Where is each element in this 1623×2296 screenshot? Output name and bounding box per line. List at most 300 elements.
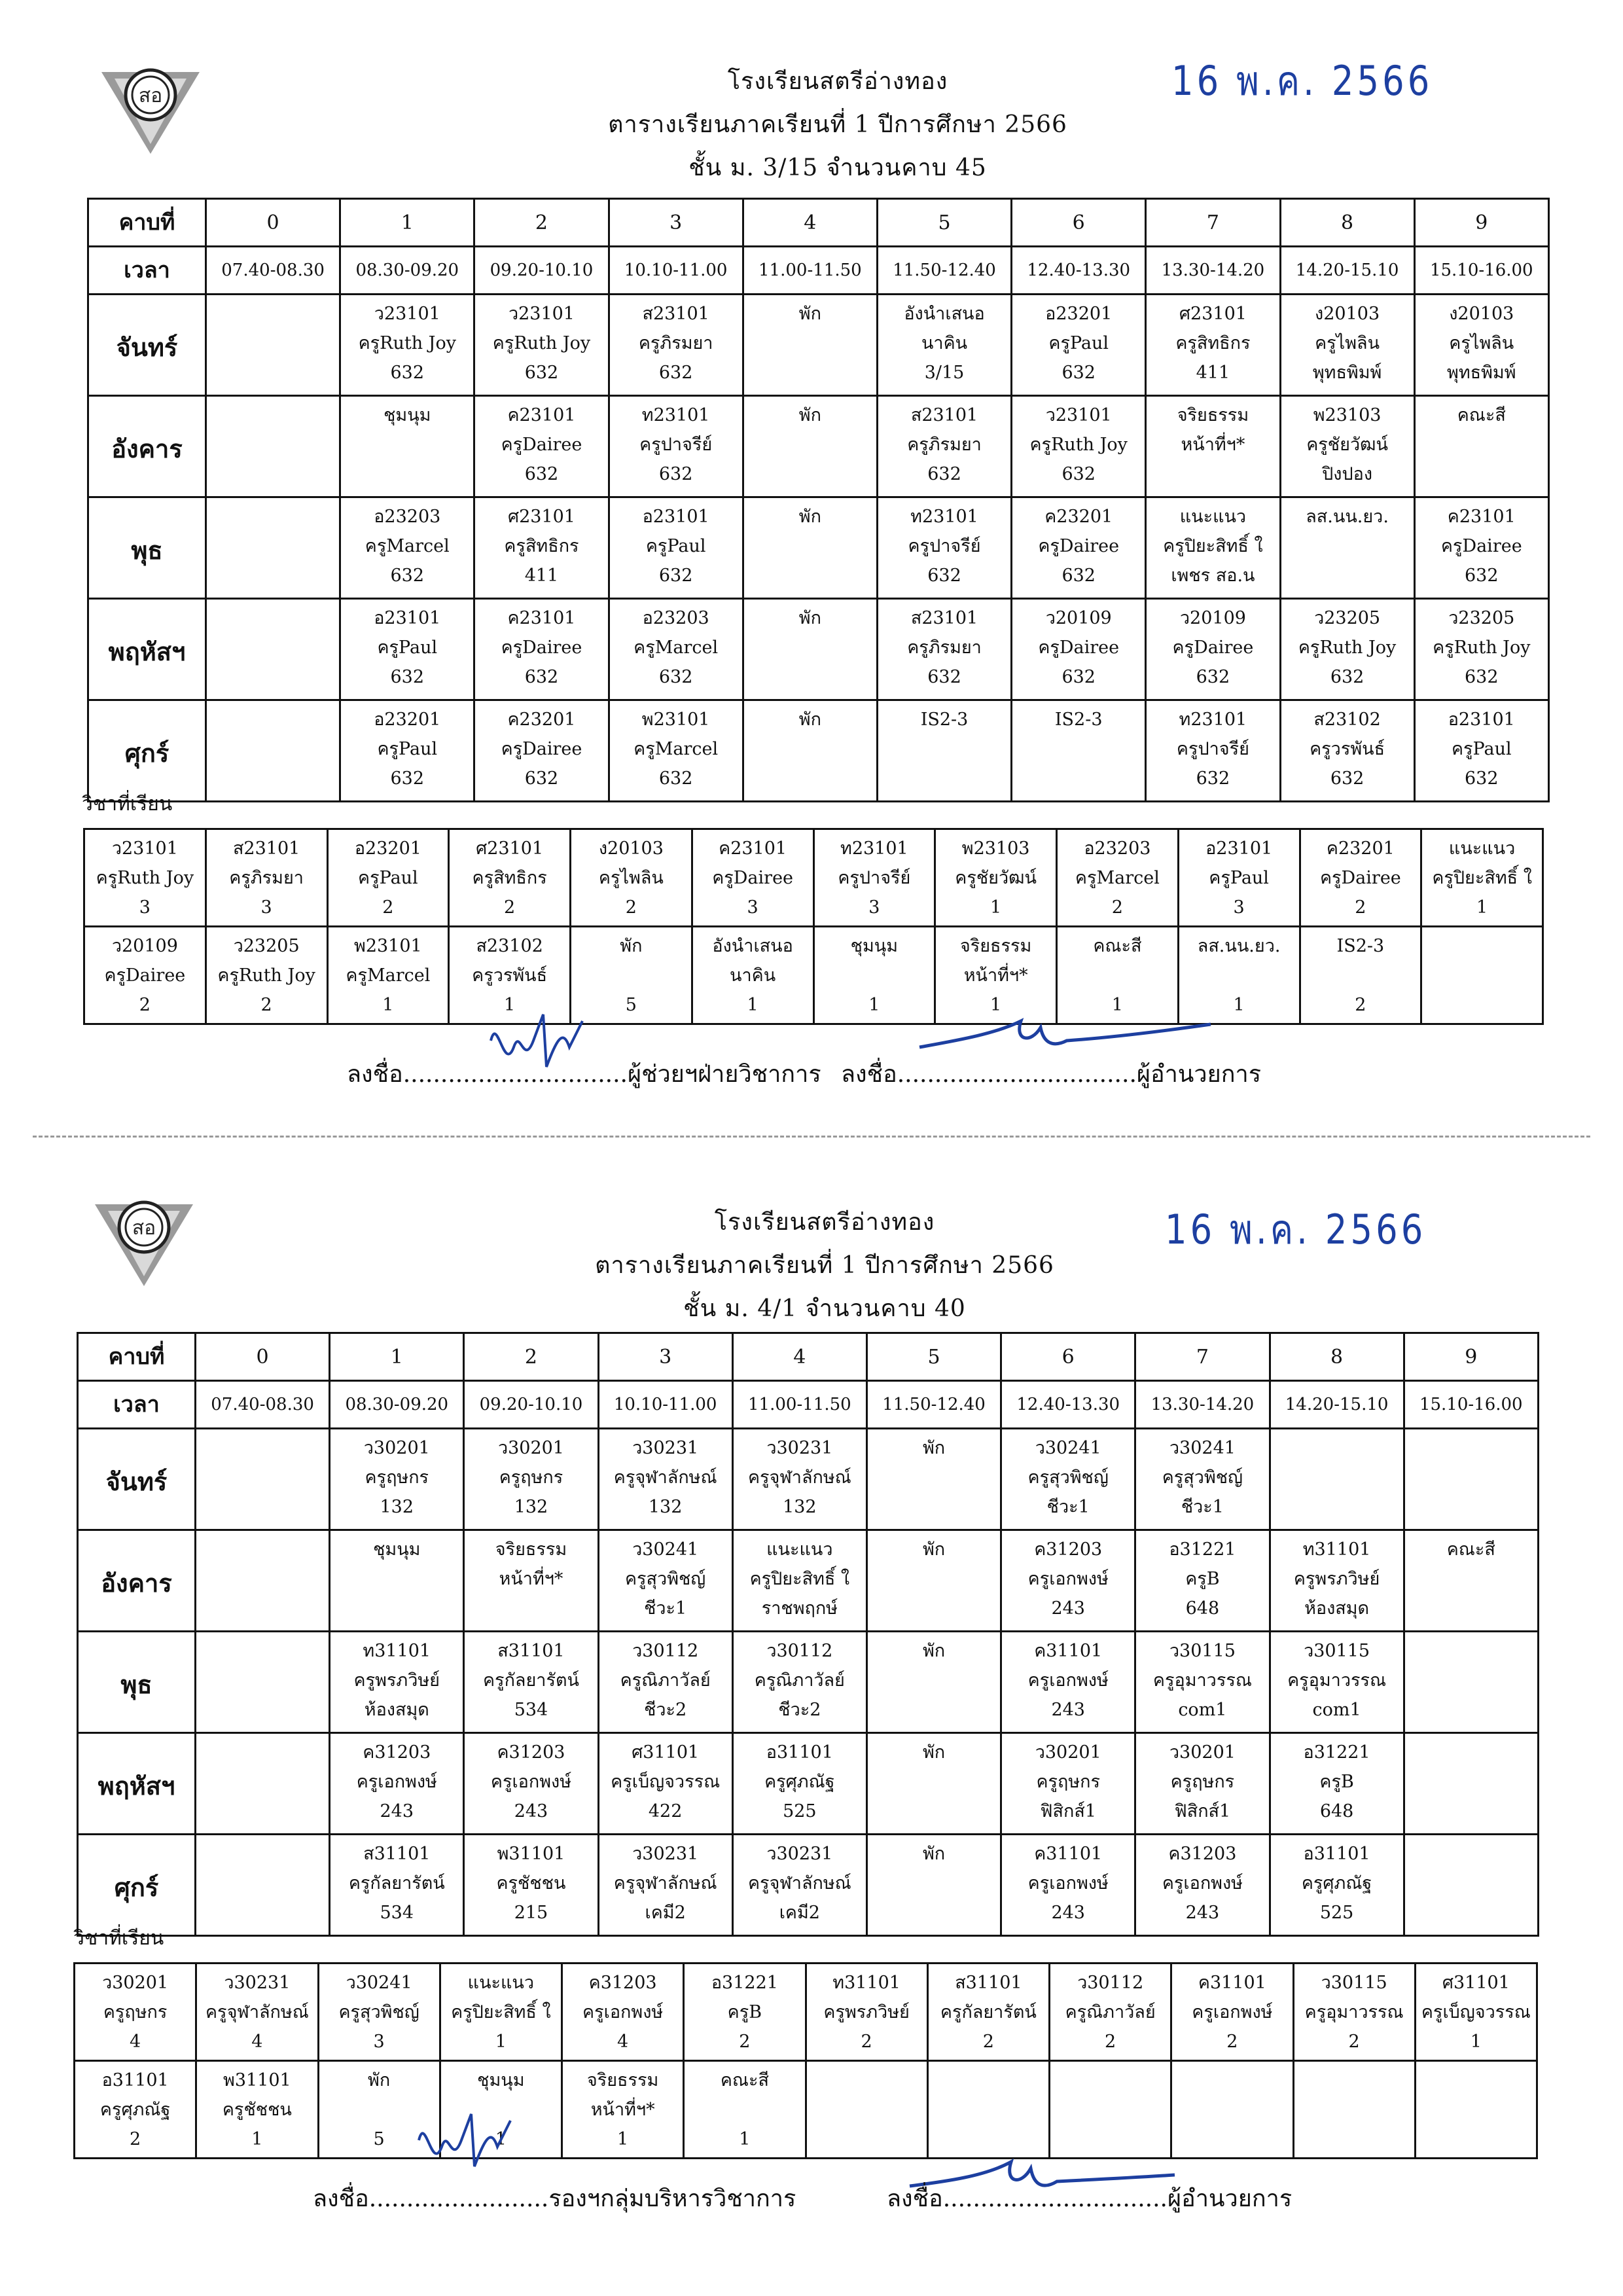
cell-line: ครูเบ็ญจวรรณ — [611, 1772, 721, 1792]
subject-line: 2 — [1355, 897, 1366, 918]
subject-line: 2 — [739, 2032, 751, 2052]
subject-line: ว30241 — [346, 1973, 412, 1993]
subject-cell — [1421, 927, 1543, 1024]
period-number: 7 — [1135, 1333, 1270, 1381]
cell-line: ค23101 — [507, 608, 576, 628]
subject-line: 1 — [739, 2129, 751, 2149]
timetable-cell — [1404, 1530, 1538, 1632]
cell-line: ครูสุวพิชญ์ — [624, 1569, 706, 1589]
cell-line: ส23101 — [910, 608, 978, 628]
cell-line: ครูเอกพงษ์ — [356, 1772, 437, 1792]
cell-line: ส23101 — [910, 405, 978, 425]
subject-line: 1 — [1476, 897, 1488, 918]
period-number: 3 — [609, 199, 743, 247]
subject-line: 1 — [251, 2129, 263, 2149]
cell-line: ว20109 — [1045, 608, 1112, 628]
timetable-cell — [1270, 1733, 1404, 1835]
day-label: พฤหัสฯ — [88, 599, 206, 700]
timetable-cell — [866, 1429, 1001, 1530]
timetable-cell — [1270, 1632, 1404, 1733]
timetable-cell — [1012, 396, 1146, 497]
cell-line: ครูจุฬาลักษณ์ — [613, 1873, 717, 1893]
cell-line: ครูปิยะสิทธิ์ ใ — [1163, 536, 1263, 556]
period-time: 14.20-15.10 — [1270, 1381, 1404, 1429]
cell-line: อ23201 — [1045, 304, 1113, 324]
subject-line — [1172, 2066, 1292, 2095]
timetable-cell — [598, 1429, 732, 1530]
cell-line: ครูจุฬาลักษณ์ — [613, 1467, 717, 1488]
timetable-cell — [1404, 1429, 1538, 1530]
cell-line: 632 — [390, 363, 425, 383]
cell-line: 632 — [1061, 363, 1096, 383]
timetable-cell — [1135, 1835, 1270, 1936]
timetable-cell — [743, 497, 877, 599]
cell-line: ครูสิทธิกร — [504, 536, 579, 556]
timetable-cell — [598, 1632, 732, 1733]
timetable-cell — [464, 1429, 598, 1530]
timetable-cell — [330, 1632, 464, 1733]
subject-line: อ23101 — [1205, 838, 1273, 859]
period-time: 09.20-10.10 — [474, 247, 609, 295]
subject-line: 1 — [495, 2129, 507, 2149]
subject-line: ค23101 — [719, 838, 787, 859]
subject-line: ครูDairee — [1319, 868, 1401, 888]
signature-line-assistant: ลงชื่อ..............................ผู้ช่วยฯฝ่ายวิชาการ — [347, 1061, 821, 1088]
cell-line: เพชร สอ.น — [1171, 565, 1255, 586]
subject-line — [1422, 961, 1542, 990]
cell-line: ชีวะ2 — [778, 1700, 821, 1720]
cell-line: ชีวะ1 — [644, 1598, 687, 1619]
cell-line: คณะสี — [1457, 405, 1506, 425]
timetable-cell — [877, 700, 1011, 802]
subject-line: ครูสุวพิชญ์ — [338, 2002, 419, 2022]
cell-line: ครูณิภาวัลย์ — [754, 1670, 845, 1691]
subject-line: ศ31101 — [1442, 1973, 1510, 1993]
svg-text:สอ: สอ — [132, 1217, 156, 1240]
timetable-cell — [1404, 1733, 1538, 1835]
subject-line — [1422, 990, 1542, 1020]
timetable-cell — [340, 599, 474, 700]
cell-line: ครูภิรมยา — [907, 637, 982, 658]
cell-line: ส31101 — [363, 1844, 431, 1864]
subject-cell — [562, 1964, 684, 2061]
subject-cell — [1293, 2061, 1415, 2159]
cell-line: ครูชัยวัฒน์ — [1306, 435, 1388, 455]
cell-line: ครูชัชชน — [496, 1873, 566, 1893]
subject-cell — [1300, 829, 1421, 927]
cell-line: ว30231 — [766, 1438, 833, 1458]
cell-line: ว30201 — [497, 1438, 564, 1458]
subject-line: 2 — [861, 2032, 872, 2052]
subject-line: คณะสี — [720, 2070, 769, 2090]
subject-line: แนะแนว — [467, 1973, 535, 1993]
cell-line: ศ31101 — [632, 1742, 700, 1763]
cell-line: 632 — [927, 464, 961, 484]
subject-line: 5 — [373, 2129, 385, 2149]
subject-cell — [1293, 1964, 1415, 2061]
cell-line: ครูกัลยารัตน์ — [348, 1873, 445, 1893]
cell-line: 632 — [1465, 565, 1499, 586]
cell-line: 132 — [514, 1497, 548, 1517]
subject-line: อ31221 — [711, 1973, 778, 1993]
subject-cell — [196, 2061, 318, 2159]
subject-line: ลส.นน.ยว. — [1197, 936, 1281, 956]
subject-line: 3 — [1233, 897, 1245, 918]
subject-cell — [318, 1964, 440, 2061]
day-label: ศุกร์ — [88, 700, 206, 802]
timetable-cell — [732, 1835, 866, 1936]
timetable-cell — [743, 295, 877, 396]
timetable-cell — [1280, 599, 1414, 700]
cell-line: ว30112 — [632, 1641, 699, 1661]
timetable-cell — [340, 295, 474, 396]
cell-line: ครูDairee — [1038, 536, 1120, 556]
timetable-cell — [1012, 295, 1146, 396]
cell-line: นาคิน — [921, 333, 968, 353]
period-time: 15.10-16.00 — [1404, 1381, 1538, 1429]
subject-line — [815, 961, 935, 990]
timetable-cell — [330, 1530, 464, 1632]
subject-line: ครูอุมาวรรณ — [1304, 2002, 1404, 2022]
timetable-cell — [330, 1733, 464, 1835]
subject-line: ท23101 — [840, 838, 908, 859]
timetable-cell — [206, 599, 340, 700]
subject-line: 1 — [1470, 2032, 1482, 2052]
cell-line: 632 — [658, 565, 693, 586]
cell-line: ว23205 — [1448, 608, 1515, 628]
subject-line: ส23102 — [476, 936, 543, 956]
subject-line: IS2-3 — [1336, 936, 1385, 956]
cell-line: ปิงปอง — [1322, 464, 1373, 484]
period-time: 13.30-14.20 — [1146, 247, 1280, 295]
timetable-cell — [1280, 396, 1414, 497]
subject-line: ครูไพลิน — [598, 868, 664, 888]
subject-line: ครูกัลยารัตน์ — [940, 2002, 1037, 2022]
cell-line: แนะแนว — [1179, 507, 1247, 527]
subject-line: ครูจุฬาลักษณ์ — [205, 2002, 309, 2022]
subject-cell — [1057, 829, 1179, 927]
period-number: 4 — [732, 1333, 866, 1381]
cell-line: 632 — [927, 565, 961, 586]
period-number: 5 — [877, 199, 1011, 247]
cell-line: ครูฤษกร — [499, 1467, 563, 1488]
subject-line: ครูวรพันธ์ — [472, 965, 548, 986]
timetable-cell — [1270, 1835, 1404, 1936]
subject-line: ครูศุภณัฐ — [99, 2100, 171, 2120]
cell-line: ครูPaul — [377, 739, 438, 759]
cell-line: ครูB — [1185, 1569, 1220, 1589]
timetable-cell — [1414, 396, 1548, 497]
cell-line: ครูเอกพงษ์ — [1027, 1670, 1109, 1691]
cell-line: ครูRuth Joy — [1029, 435, 1128, 455]
subject-cell — [75, 2061, 196, 2159]
cell-line: ครูDairee — [501, 739, 582, 759]
cell-line: ชุมนุม — [383, 405, 431, 425]
cell-line: ว30241 — [632, 1539, 699, 1560]
subject-line: ศ23101 — [476, 838, 544, 859]
subject-cell — [571, 829, 692, 927]
subject-line: 2 — [504, 897, 516, 918]
cell-line: ครูฤษกร — [1036, 1772, 1100, 1792]
timetable-cell — [1012, 497, 1146, 599]
cell-line: แนะแนว — [766, 1539, 833, 1560]
period-number: 9 — [1404, 1333, 1538, 1381]
cell-line: พัก — [798, 304, 821, 324]
subjects-row — [84, 829, 1543, 927]
timetable-cell — [196, 1530, 330, 1632]
subject-cell — [813, 829, 935, 927]
subject-line: ครูชัชชน — [222, 2100, 292, 2120]
cell-line: ค23201 — [1044, 507, 1113, 527]
cell-line: 632 — [1196, 667, 1230, 687]
subject-line: ครูRuth Joy — [217, 965, 315, 986]
subject-cell — [935, 829, 1057, 927]
cell-line: ครูPaul — [1048, 333, 1109, 353]
subject-line: ค31203 — [588, 1973, 657, 1993]
timetable-cell — [1404, 1835, 1538, 1936]
cell-line: 632 — [1330, 667, 1364, 687]
timetable-cell — [464, 1835, 598, 1936]
timetable-cell — [1280, 497, 1414, 599]
cell-line: อ31101 — [1303, 1844, 1370, 1864]
subjects-table — [73, 1962, 1538, 2159]
cell-line: 632 — [1465, 667, 1499, 687]
subjects-row — [75, 2061, 1537, 2159]
cell-line: ครูฤษกร — [365, 1467, 429, 1488]
cell-line: ครูจุฬาลักษณ์ — [747, 1467, 851, 1488]
cell-line: 534 — [380, 1903, 414, 1923]
cell-line: ครูDairee — [1440, 536, 1522, 556]
subject-line — [1294, 2095, 1414, 2125]
timetable-cell — [340, 700, 474, 802]
timetable-cell — [1135, 1632, 1270, 1733]
school-name: โรงเรียนสตรีอ่างทอง — [714, 1209, 935, 1236]
timetable-cell — [598, 1835, 732, 1936]
subject-line: 1 — [495, 2032, 507, 2052]
cell-line: ครูฤษกร — [1170, 1772, 1235, 1792]
weekly-timetable — [77, 1332, 1539, 1937]
cell-line: ครูภิรมยา — [638, 333, 713, 353]
timetable-cell — [1146, 396, 1280, 497]
period-number: 2 — [464, 1333, 598, 1381]
cell-line: ท23101 — [641, 405, 710, 425]
cell-line: พัก — [922, 1438, 946, 1458]
cell-line: ว30201 — [1035, 1742, 1101, 1763]
subject-cell — [1415, 2061, 1537, 2159]
cell-line: ว30241 — [1169, 1438, 1236, 1458]
timetable-cell — [206, 396, 340, 497]
timetable-cell — [609, 295, 743, 396]
cell-line: ศ23101 — [1179, 304, 1247, 324]
subject-line: ส31101 — [955, 1973, 1022, 1993]
cell-line: จริยธรรม — [495, 1539, 567, 1560]
timetable-cell — [1280, 700, 1414, 802]
period-time: 10.10-11.00 — [609, 247, 743, 295]
subject-line: จริยธรรม — [586, 2070, 659, 2090]
cell-line: ว20109 — [1179, 608, 1246, 628]
cell-line: ครูRuth Joy — [358, 333, 456, 353]
cell-line: 632 — [390, 667, 425, 687]
cell-line: อ23101 — [642, 507, 709, 527]
subject-line: ครูPaul — [1209, 868, 1269, 888]
timetable-cell — [1146, 497, 1280, 599]
subject-line — [1416, 2095, 1536, 2125]
subject-cell — [684, 1964, 806, 2061]
cell-line: ค23201 — [507, 709, 576, 730]
period-row — [88, 199, 1549, 247]
cell-line: ครูDairee — [501, 435, 582, 455]
cell-line: ครูศุภณัฐ — [764, 1772, 835, 1792]
timetable-cell — [866, 1632, 1001, 1733]
cell-line: 243 — [1051, 1700, 1085, 1720]
timetable-cell — [196, 1835, 330, 1936]
subject-line: ครูฤษกร — [103, 2002, 168, 2022]
subject-cell — [927, 2061, 1049, 2159]
cell-line: เคมี2 — [779, 1903, 820, 1923]
cell-line: 632 — [1465, 768, 1499, 789]
cell-line: 632 — [1196, 768, 1230, 789]
cell-line: ท23101 — [910, 507, 978, 527]
timetable-cell — [206, 700, 340, 802]
cell-line: ครูพรภวิษย์ — [353, 1670, 440, 1691]
timetable-cell — [196, 1429, 330, 1530]
cell-line: พัก — [922, 1641, 946, 1661]
cell-line: IS2-3 — [1054, 709, 1103, 730]
timetable-cell — [206, 295, 340, 396]
signature-line-director: ลงชื่อ................................ผู้อำนวยการ — [841, 1061, 1262, 1088]
subject-cell — [196, 1964, 318, 2061]
cell-line: ครูณิภาวัลย์ — [620, 1670, 711, 1691]
cell-line: ว23101 — [508, 304, 575, 324]
subject-cell — [84, 829, 206, 927]
subject-line: ครูMarcel — [1075, 868, 1160, 888]
timetable-cell — [866, 1835, 1001, 1936]
cell-line: 632 — [927, 667, 961, 687]
cell-line: ครูภิรมยา — [907, 435, 982, 455]
subject-cell — [562, 2061, 684, 2159]
subject-line: ว30201 — [102, 1973, 169, 1993]
period-time: 14.20-15.10 — [1280, 247, 1414, 295]
timetable-cell — [474, 497, 609, 599]
cell-line: อ23203 — [374, 507, 441, 527]
timetable-cell — [474, 396, 609, 497]
signature-line-director: ลงชื่อ..............................ผู้อำนวยการ — [887, 2185, 1293, 2212]
timetable-title: ตารางเรียนภาคเรียนที่ 1 ปีการศึกษา 2566 — [595, 1252, 1054, 1279]
day-label: จันทร์ — [78, 1429, 196, 1530]
period-time: 11.50-12.40 — [866, 1381, 1001, 1429]
timetable-cell — [196, 1733, 330, 1835]
cell-line: ครูสิทธิกร — [1175, 333, 1251, 353]
timetable-title: ตารางเรียนภาคเรียนที่ 1 ปีการศึกษา 2566 — [608, 111, 1067, 138]
subject-cell — [1178, 829, 1300, 927]
cell-line: ง20103 — [1315, 304, 1380, 324]
cell-line: ฟิสิกส์1 — [1174, 1801, 1231, 1821]
subject-line — [929, 2066, 1048, 2095]
subject-line: 2 — [382, 897, 394, 918]
cell-line: ค31203 — [1168, 1844, 1237, 1864]
cell-line: ครูPaul — [1451, 739, 1512, 759]
cell-line: 632 — [658, 768, 693, 789]
cell-line: ชีวะ2 — [644, 1700, 687, 1720]
subject-cell — [84, 927, 206, 1024]
cell-line: ครูDairee — [501, 637, 582, 658]
subject-line: 1 — [1111, 995, 1123, 1015]
cell-line: ลส.นน.ยว. — [1306, 507, 1389, 527]
subject-line: ครูเบ็ญจวรรณ — [1421, 2002, 1531, 2022]
timetable-cell — [206, 497, 340, 599]
cell-line: ว23101 — [374, 304, 440, 324]
subject-line: 1 — [617, 2129, 629, 2149]
subject-line: 4 — [617, 2032, 629, 2052]
period-number: 1 — [340, 199, 474, 247]
cell-line: พ23101 — [641, 709, 710, 730]
subject-line: หน้าที่ฯ* — [590, 2100, 655, 2120]
cell-line: ครูMarcel — [365, 536, 450, 556]
signature-line-deputy: ลงชื่อ........................รองฯกลุ่มบริหารวิชาการ — [313, 2185, 796, 2212]
cell-line: อ23203 — [642, 608, 709, 628]
subject-cell — [327, 829, 449, 927]
timetable-cell — [330, 1429, 464, 1530]
subject-line: ครูDairee — [712, 868, 794, 888]
subject-line — [685, 2095, 804, 2125]
subject-line: 1 — [504, 995, 516, 1015]
subject-line: 3 — [868, 897, 880, 918]
subject-line: คณะสี — [1093, 936, 1142, 956]
cell-line: ครูจุฬาลักษณ์ — [747, 1873, 851, 1893]
timetable-cell — [743, 396, 877, 497]
subject-line: 2 — [982, 2032, 994, 2052]
cell-line: พัก — [922, 1742, 946, 1763]
timetable-cell — [732, 1429, 866, 1530]
timetable-cell — [609, 700, 743, 802]
subject-line: 3 — [373, 2032, 385, 2052]
cell-line: ครูวรพันธ์ — [1310, 739, 1385, 759]
timetable-cell — [609, 396, 743, 497]
cell-line: จริยธรรม — [1177, 405, 1249, 425]
subject-line: ว30231 — [224, 1973, 291, 1993]
cell-line: ห้องสมุด — [1304, 1598, 1370, 1619]
timetable-cell — [1001, 1632, 1135, 1733]
cell-line: 632 — [524, 363, 559, 383]
page-divider — [33, 1136, 1590, 1138]
time-row — [88, 247, 1549, 295]
subject-line: 1 — [747, 995, 758, 1015]
cell-line: อ31221 — [1303, 1742, 1370, 1763]
period-number: 6 — [1012, 199, 1146, 247]
cell-line: 632 — [524, 667, 559, 687]
subject-line: หน้าที่ฯ* — [963, 965, 1028, 986]
cell-line: 215 — [514, 1903, 548, 1923]
date-stamp: 16 พ.ค. 2566 — [1165, 1206, 1427, 1253]
cell-line: ครูกัลยารัตน์ — [483, 1670, 579, 1691]
subject-line: ครูสิทธิกร — [472, 868, 547, 888]
day-row — [88, 700, 1549, 802]
cell-line: เคมี2 — [645, 1903, 686, 1923]
subject-line — [1058, 961, 1177, 990]
timetable-cell — [1280, 295, 1414, 396]
period-time: 13.30-14.20 — [1135, 1381, 1270, 1429]
timetable-cell — [1001, 1733, 1135, 1835]
cell-line: ครูDairee — [1038, 637, 1120, 658]
subject-line: ค31101 — [1198, 1973, 1266, 1993]
cell-line: 648 — [1319, 1801, 1354, 1821]
cell-line: ว30201 — [1169, 1742, 1236, 1763]
subject-line: นาคิน — [730, 965, 776, 986]
timetable-cell — [1414, 700, 1548, 802]
subject-line: ว23101 — [111, 838, 178, 859]
subject-cell — [75, 1964, 196, 2061]
subject-line: 1 — [382, 995, 394, 1015]
